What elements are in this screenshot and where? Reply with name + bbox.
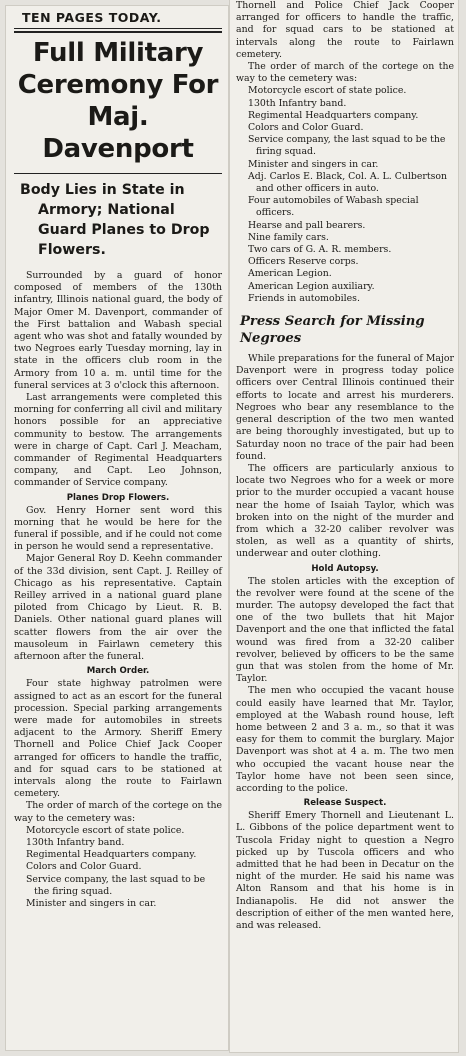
march-order-item: Friends in automobiles. bbox=[248, 292, 360, 304]
headline-rule bbox=[14, 173, 222, 174]
article-paragraph: Thornell and Police Chief Jack Cooper arranged for officers to handle the traffic, and for squad cars to be stationed at intervals along the route to Fairlawn cemetery. bbox=[236, 0, 454, 60]
march-order-item: Minister and singers in car. bbox=[26, 897, 157, 909]
subhead-release-suspect: Release Suspect. bbox=[303, 798, 387, 809]
clipping-column-left bbox=[6, 6, 228, 1050]
headline: Full Military Ceremony For Maj. Davenport bbox=[17, 38, 219, 164]
march-order-item: Nine family cars. bbox=[248, 231, 329, 243]
article-paragraph: Sheriff Emery Thornell and Lieutenant L. L. Gibbons of the police department went to Tuscola Friday night to question a Negro picked up by Tuscola officers and who admitted that he had been in Decatur on the night of the murder. He said his name was Alton Ransom and that his home is in Indianapolis. He did not answer the description of either of the men wanted here, and was released. bbox=[236, 810, 454, 932]
subhead-planes: Planes Drop Flowers. bbox=[66, 492, 170, 503]
march-order-item: Service company, the last squad to be the firing squad. bbox=[26, 873, 206, 897]
deck-subheadline: Body Lies in State in Armory; National Guard Planes to Drop Flowers. bbox=[20, 182, 210, 258]
side-headline: Press Search for Missing Negroes bbox=[240, 314, 425, 347]
article-paragraph: The officers are particularly anxious to locate two Negroes who for a week or more prior to the murder occupied a vacant house near the home of Isaiah Taylor, which was broken into on the night of the murder and from which a 32-20 caliber revolver was stolen, as well as a quantity of shirts, underwear and outer clothing. bbox=[236, 462, 454, 560]
double-rule bbox=[14, 31, 222, 33]
article-paragraph: The stolen articles with the exception of the revolver were found at the scene of the murder. The autopsy developed the fact that one of the two bullets that hit Major Davenport and the one that inflicted the fatal wound was fired from a 32-20 caliber revolver, believed by officers to be the same gun that was stolen from the home of Mr. Taylor. bbox=[236, 575, 454, 685]
subhead-march-order: March Order. bbox=[86, 666, 150, 677]
march-order-item: Colors and Color Guard. bbox=[248, 122, 364, 134]
march-order-item: Minister and singers in car. bbox=[248, 158, 379, 170]
article-paragraph: Gov. Henry Horner sent word this morning that he would be here for the funeral if possible, and if he could not come in person he would send a representative. bbox=[14, 504, 222, 553]
march-order-item: Motorcycle escort of state police. bbox=[26, 824, 185, 836]
article-paragraph: The order of march of the cortege on the way to the cemetery was: bbox=[14, 800, 222, 824]
article-paragraph: Surrounded by a guard of honor composed of members of the 130th infantry, Illinois national guard, the body of Major Omer M. Davenport, commander of the First battalion and Wabash special agent who was shot and fatally wounded by two Negroes early Tuesday morning, lay in state in the officers club room in the Armory from 10 a. m. until time for the funeral services at 3 o'clock this afternoon. bbox=[14, 270, 222, 391]
march-order-item: 130th Infantry band. bbox=[26, 836, 125, 848]
march-order-item: Service company, the last squad to be the firing squad. bbox=[248, 134, 446, 158]
march-order-item: Regimental Headquarters company. bbox=[248, 109, 419, 121]
march-order-item: American Legion auxiliary. bbox=[248, 280, 375, 292]
march-order-item: Hearse and pall bearers. bbox=[248, 219, 366, 231]
march-order-item: Officers Reserve corps. bbox=[248, 256, 359, 268]
march-order-item: American Legion. bbox=[248, 268, 332, 280]
page-count-header: TEN PAGES TODAY. bbox=[22, 10, 162, 25]
article-paragraph: Major General Roy D. Keehn commander of the 33d division, sent Capt. J. Reilley of Chicago as his representative. Captain Reilley arrived in a national guard plane piloted from Chicago by Lieut. R. B. Daniels. Other national guard planes will scatter flowers from the air over the mausoleum in Fairlawn cemetery this afternoon after the funeral. bbox=[14, 553, 222, 663]
subhead-autopsy: Hold Autopsy. bbox=[311, 563, 379, 574]
article-paragraph: While preparations for the funeral of Major Davenport were in progress today police officers over Central Illinois continued their efforts to locate and arrest his murderers. Negroes who bear any resemblance to the general description of the two men wanted are being thoroughly investigated, but up to Saturday noon no trace of the pair had been found. bbox=[236, 353, 454, 462]
march-order-item: Four automobiles of Wabash special officers. bbox=[248, 195, 419, 219]
article-paragraph: The order of march of the cortege on the way to the cemetery was: bbox=[236, 61, 454, 85]
march-order-item: Motorcycle escort of state police. bbox=[248, 85, 407, 97]
article-paragraph: The men who occupied the vacant house could easily have learned that Mr. Taylor, employed at the Wabash round house, left home between 2 and 3 a. m., so that it was easy for them to commit the burglary. Major Davenport was shot at 4 a. m. The two men who occupied the vacant house near the Taylor home have not been seen since, according to the police. bbox=[236, 685, 454, 794]
article-paragraph: Four state highway patrolmen were assigned to act as an escort for the funeral procession. Special parking arrangements were made for automobiles in streets adjacent to the Armory. Sheriff Emery Thornell and Police Chief Jack Cooper arranged for officers to handle the traffic, and for squad cars to be stationed at intervals along the route to Fairlawn cemetery. bbox=[14, 678, 222, 800]
article-paragraph: Last arrangements were completed this morning for conferring all civil and military honors possible for an appreciative community to bestow. The arrangements were in charge of Capt. Carl J. Meacham, commander of Regimental Headquarters company, and Capt. Leo Johnson, commander of Service company. bbox=[14, 392, 222, 489]
clipping-column-right bbox=[230, 0, 458, 1052]
march-order-item: Colors and Color Guard. bbox=[26, 861, 142, 873]
march-order-item: Regimental Headquarters company. bbox=[26, 849, 197, 861]
march-order-item: Adj. Carlos E. Black, Col. A. L. Culbertson and other officers in auto. bbox=[248, 170, 448, 195]
top-rule bbox=[14, 28, 222, 29]
march-order-item: 130th Infantry band. bbox=[248, 97, 347, 109]
march-order-item: Two cars of G. A. R. members. bbox=[248, 244, 392, 256]
